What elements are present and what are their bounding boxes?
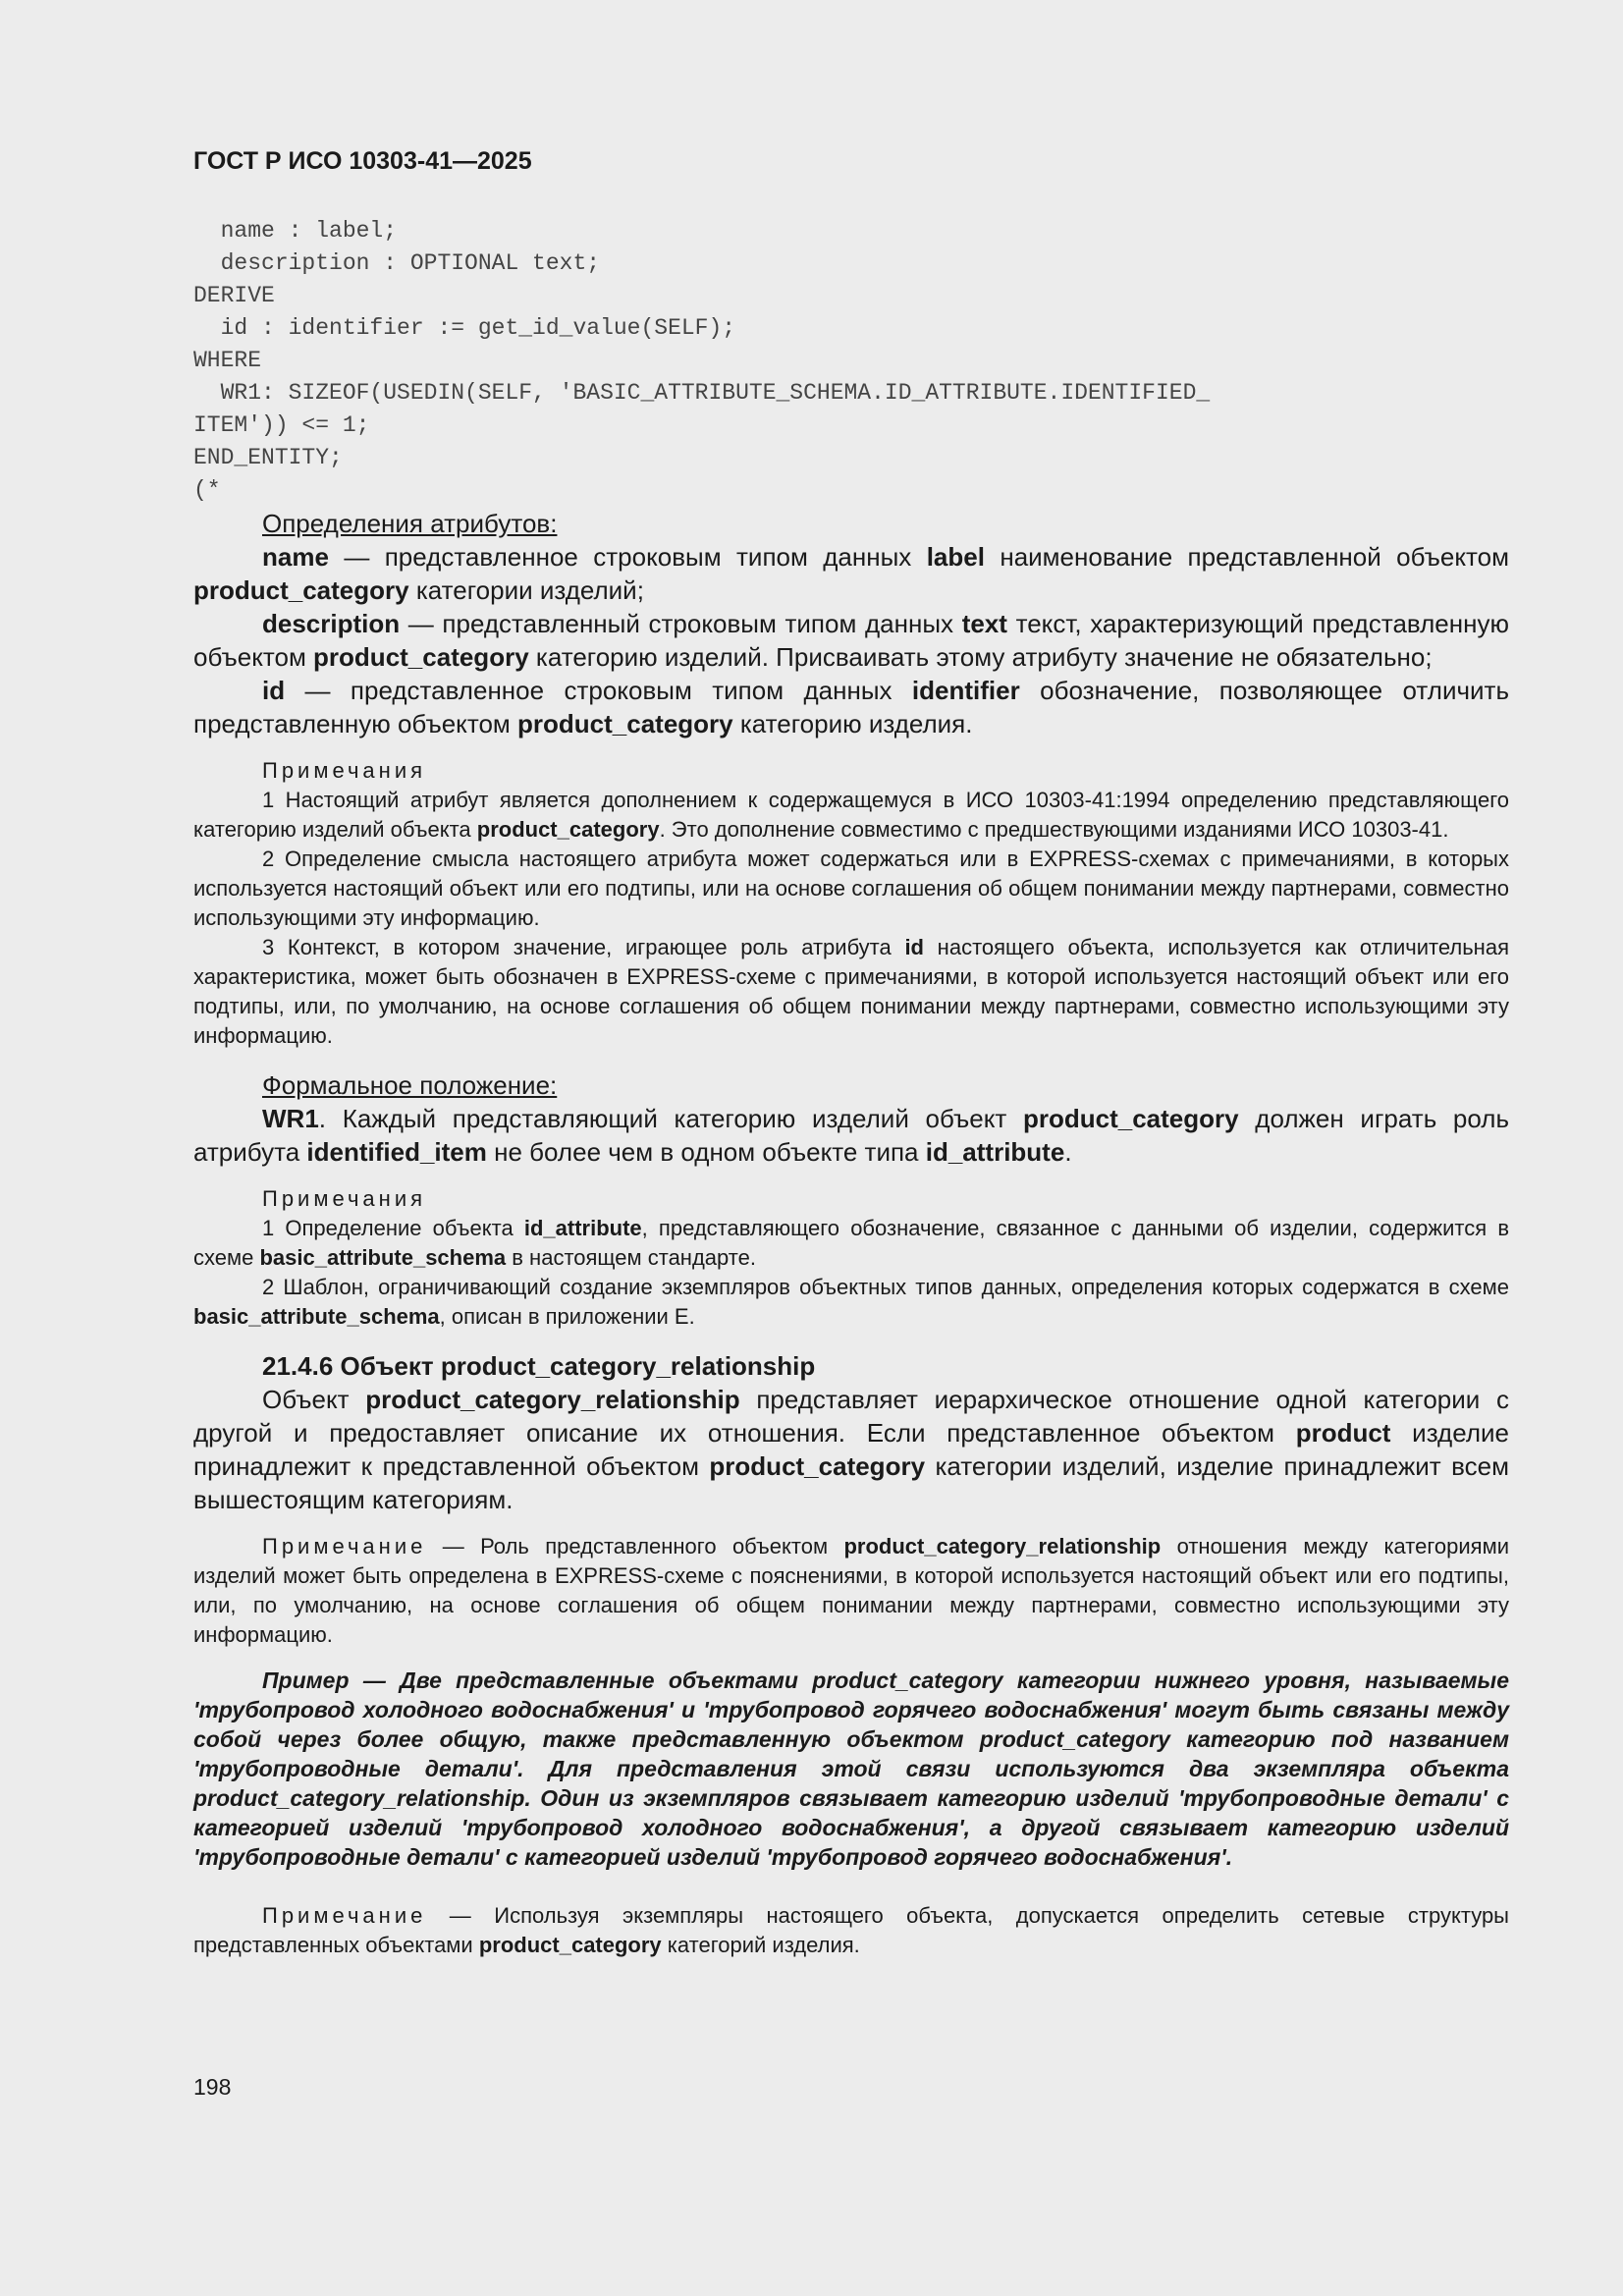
section-paragraph xyxy=(193,1383,1509,1516)
term: product_category xyxy=(1023,1104,1239,1133)
text: . Это дополнение совместимо с предшествующими изданиями ИСО 10303-41. xyxy=(659,817,1449,842)
note-2: 2 Определение смысла настоящего атрибута может содержаться или в EXPRESS-схемах с примечаниями, в которых используется настоящий объект или его подтипы, или на основе соглашения об общем понимании между партнерами, совместно использующими эту информацию. xyxy=(193,847,1509,930)
note-label: Примечание xyxy=(262,1903,427,1928)
text: настоящего объекта, используется как отличительная характеристика, может быть обозначен в EXPRESS-схеме с примечаниями, в которой используется настоящий объект или его подтипы, или, по умолчанию, на основе соглашения об общем понимании между партнерами, совместно использующими эту информацию. xyxy=(193,935,1509,1048)
term: WR1 xyxy=(262,1104,319,1133)
text: должен играть роль атрибута xyxy=(193,1104,1509,1167)
note-block-3 xyxy=(193,1532,1509,1650)
term-product-category: product_category xyxy=(517,709,733,738)
formal-block xyxy=(193,1068,1509,1169)
term-description: description xyxy=(262,609,401,638)
text: категорию изделия. xyxy=(732,709,973,738)
notes-block-2 xyxy=(193,1184,1509,1332)
term: identified_item xyxy=(306,1137,487,1167)
term-name: name xyxy=(262,542,329,572)
term: id_attribute xyxy=(523,1216,642,1240)
text: , представляющего обозначение, связанное с данными об изделии, содержится в схеме xyxy=(193,1216,1510,1270)
attr-description-paragraph xyxy=(193,607,1509,674)
text: . Каждый представляющий категорию изделий объект xyxy=(318,1104,1023,1133)
text: — представленный строковым типом данных xyxy=(400,609,962,638)
term: product_category xyxy=(709,1451,926,1481)
term-label: label xyxy=(926,542,985,572)
example: Пример — Две представленные объектами product_category категории нижнего уровня, называемые 'трубопровод холодного водоснабжения' и 'трубопровод горячего водоснабжения' могут быть связаны между собой через более общую, также представленную объектом product_category категорию под названием 'трубопроводные детали'. Для представления этой связи используются два экземпляра объекта product_category_relationship. Один из экземпляров связывает категорию изделий 'трубопроводные детали' с категорией изделий 'трубопровод холодного водоснабжения', а другой связывает категорию изделий 'трубопроводные детали' с категорией изделий 'трубопровод горячего водоснабжения'. xyxy=(193,1667,1509,1870)
document-header: ГОСТ Р ИСО 10303-41—2025 xyxy=(193,147,532,175)
formal-heading: Формальное положение: xyxy=(262,1070,558,1100)
term: basic_attribute_schema xyxy=(259,1245,507,1270)
text: 1 Настоящий атрибут является дополнением к содержащемуся в ИСО 10303-41:1994 определению представляющего категорию изделий объекта xyxy=(193,788,1509,842)
attr-name-paragraph xyxy=(193,540,1509,607)
text: — представленное строковым типом данных xyxy=(285,676,912,705)
note-3 xyxy=(193,933,1509,1051)
term-id: id xyxy=(262,676,286,705)
term: product_category xyxy=(478,1933,662,1957)
term: product xyxy=(1295,1418,1391,1448)
text: изделие принадлежит к представленной объектом xyxy=(193,1418,1509,1481)
text: 2 Шаблон, ограничивающий создание экземпляров объектных типов данных, определения которых содержатся в схеме xyxy=(262,1275,1509,1299)
term: product_category xyxy=(476,817,660,842)
text: в настоящем стандарте. xyxy=(506,1245,756,1270)
text: — Используя экземпляры настоящего объекта, допускается определить сетевые структуры представленных объектами xyxy=(193,1903,1509,1957)
note-block-4 xyxy=(193,1901,1509,1960)
notes-block-1 xyxy=(193,756,1509,1051)
text: категорий изделия. xyxy=(661,1933,860,1957)
text: не более чем в одном объекте типа xyxy=(486,1137,926,1167)
term: product_category_relationship xyxy=(365,1385,740,1414)
text: категории изделий, изделие принадлежит всем вышестоящим категориям. xyxy=(193,1451,1509,1514)
text: Объект xyxy=(262,1385,366,1414)
page-number: 198 xyxy=(193,2074,232,2100)
note-label: Примечание xyxy=(262,1534,427,1558)
text: текст, характеризующий представленную объектом xyxy=(193,609,1509,672)
attr-id-paragraph xyxy=(193,674,1509,740)
text: отношения между категориями изделий может быть определена в EXPRESS-схеме с пояснениями, в которой используется настоящий объект или его подтипы, или, по умолчанию, на основе соглашения об общем понимании между партнерами, совместно использующими эту информацию. xyxy=(193,1534,1509,1647)
text: — представленное строковым типом данных xyxy=(328,542,927,572)
text: . xyxy=(1064,1137,1072,1167)
term-identifier: identifier xyxy=(911,676,1020,705)
text: обозначение, позволяющее отличить представленную объектом xyxy=(193,676,1509,738)
note-1 xyxy=(193,1214,1509,1273)
term-product-category: product_category xyxy=(193,575,409,605)
text: наименование представленной объектом xyxy=(984,542,1509,572)
note xyxy=(193,1532,1509,1650)
attributes-heading: Определения атрибутов: xyxy=(262,509,558,538)
text: — Роль представленного объектом xyxy=(426,1534,844,1558)
term-text: text xyxy=(961,609,1007,638)
text: представляет иерархическое отношение одной категории с другой и предоставляет описание их отношения. Если представленное объектом xyxy=(193,1385,1509,1448)
page-content xyxy=(193,147,1509,1960)
section-heading: 21.4.6 Объект product_category_relationship xyxy=(262,1351,816,1381)
section-block xyxy=(193,1349,1509,1516)
example-block xyxy=(193,1666,1509,1872)
term: id xyxy=(904,935,924,959)
text: категорию изделий. Присваивать этому атрибуту значение не обязательно; xyxy=(528,642,1433,672)
express-code-block: name : label; description : OPTIONAL text; DERIVE id : identifier := get_id_value(SELF); WHERE WR1: SIZEOF(USEDIN(SELF, 'BASIC_ATTRIBUTE_SCHEMA.ID_ATTRIBUTE.IDENTIFIED_ ITEM')) <= 1; END_ENTITY; (* xyxy=(193,218,1211,503)
text: , описан в приложении Е. xyxy=(439,1304,695,1329)
text: категории изделий; xyxy=(408,575,644,605)
notes-title: Примечания xyxy=(262,758,427,783)
text: 1 Определение объекта xyxy=(262,1216,524,1240)
term: id_attribute xyxy=(925,1137,1065,1167)
formal-rule xyxy=(193,1102,1509,1169)
note xyxy=(193,1901,1509,1960)
note-1 xyxy=(193,786,1509,845)
term: basic_attribute_schema xyxy=(193,1304,440,1329)
note-2 xyxy=(193,1273,1509,1332)
notes-title: Примечания xyxy=(262,1186,427,1211)
term: product_category_relationship xyxy=(843,1534,1162,1558)
term-product-category: product_category xyxy=(313,642,529,672)
text: 3 Контекст, в котором значение, играющее роль атрибута xyxy=(262,935,905,959)
